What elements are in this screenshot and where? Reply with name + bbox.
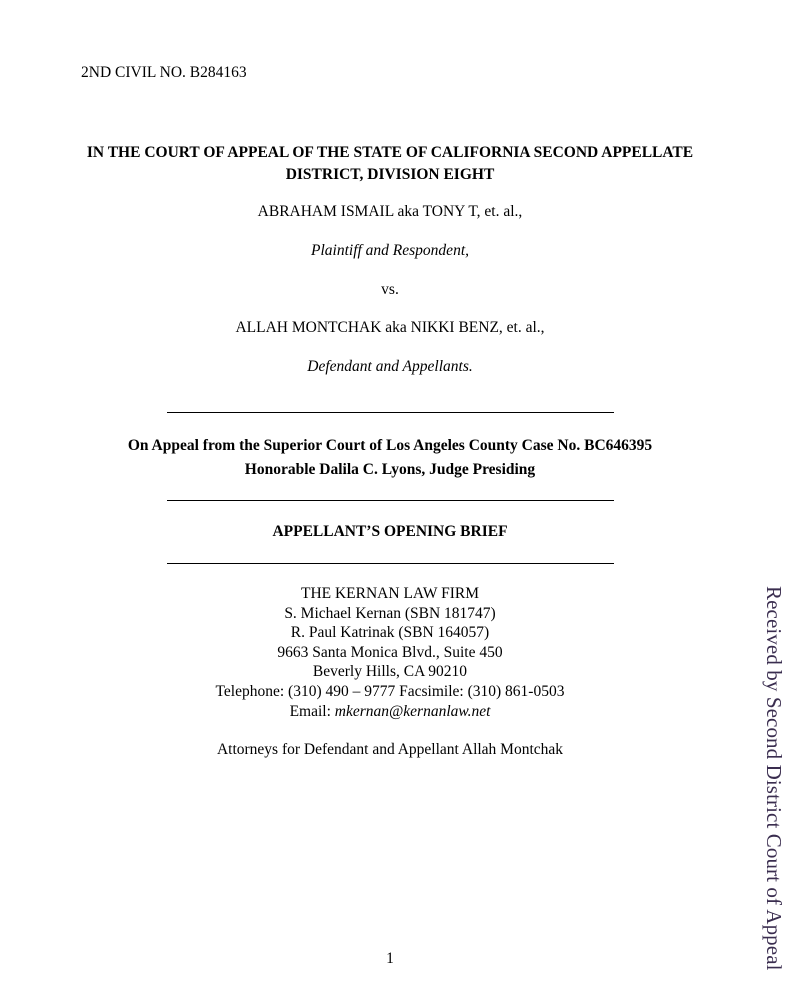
received-stamp: Received by Second District Court of Appeal <box>762 586 786 971</box>
email-label: Email: <box>289 702 331 720</box>
plaintiff-role: Plaintiff and Respondent, <box>311 242 469 259</box>
case-number: 2ND CIVIL NO. B284163 <box>81 64 247 81</box>
plaintiff-name: ABRAHAM ISMAIL aka TONY T, et. al., <box>257 203 523 220</box>
defendant-role: Defendant and Appellants. <box>307 358 473 375</box>
attorneys-for: Attorneys for Defendant and Appellant Allah Montchak <box>216 741 564 758</box>
firm-phone: Telephone: (310) 490 – 9777 Facsimile: (310) 861-0503 <box>215 683 565 700</box>
divider-line <box>167 563 614 564</box>
versus-text: vs. <box>381 281 399 298</box>
defendant-name: ALLAH MONTCHAK aka NIKKI BENZ, et. al., <box>235 319 545 336</box>
firm-email-line <box>0 702 780 722</box>
firm-address-2: Beverly Hills, CA 90210 <box>312 663 468 681</box>
brief-title: APPELLANT’S OPENING BRIEF <box>272 523 508 540</box>
firm-address-1: 9663 Santa Monica Blvd., Suite 450 <box>277 643 503 661</box>
court-title: IN THE COURT OF APPEAL OF THE STATE OF CALIFORNIA SECOND APPELLATE DISTRICT, DIVISION EIGHT <box>86 144 694 183</box>
appeal-line-2: Honorable Dalila C. Lyons, Judge Presiding <box>244 461 536 478</box>
appeal-line-1: On Appeal from the Superior Court of Los Angeles County Case No. BC646395 <box>127 437 653 454</box>
attorney-2: R. Paul Katrinak (SBN 164057) <box>290 624 490 642</box>
divider-line <box>167 412 614 413</box>
firm-name: THE KERNAN LAW FIRM <box>300 585 479 602</box>
divider-line <box>167 500 614 501</box>
page-number: 1 <box>386 950 394 967</box>
attorney-1: S. Michael Kernan (SBN 181747) <box>284 604 496 622</box>
email-address: mkernan@kernanlaw.net <box>334 702 491 720</box>
